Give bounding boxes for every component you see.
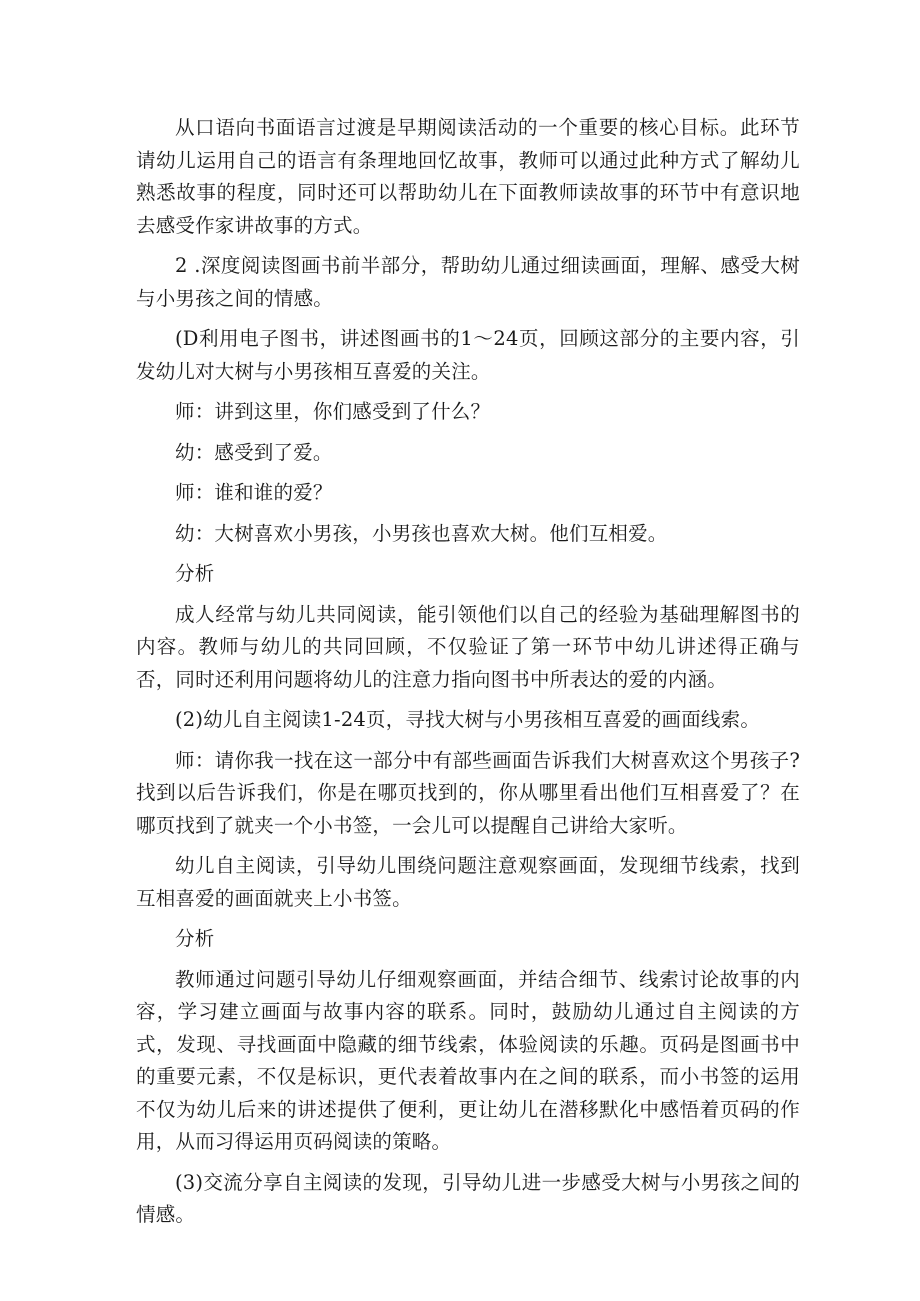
step-2-paragraph: (2)幼儿自主阅读1-24页，寻找大树与小男孩相互喜爱的画面线索。	[175, 708, 761, 731]
document-body	[136, 112, 800, 1240]
step-3-paragraph: (3)交流分享自主阅读的发现，引导幼儿进一步感受大树与小男孩之间的情感。	[136, 1170, 800, 1226]
dialogue-teacher-3: 师：请你我一找在这一部分中有部些画面告诉我们大树喜欢这个男孩子?找到以后告诉我们，你是在哪页找到的，你从哪里看出他们互相喜爱了？在哪页找到了就夹一个小书签，一会儿可以提醒自己讲给大家听。	[136, 748, 800, 837]
dialogue-child-1: 幼：感受到了爱。	[175, 440, 333, 464]
activity-paragraph: 幼儿自主阅读，引导幼儿围绕问题注意观察画面，发现细节线索，找到互相喜爱的画面就夹上小书签。	[136, 854, 800, 910]
analysis-label-1: 分析	[175, 562, 215, 585]
analysis-label-2: 分析	[175, 927, 215, 950]
section-heading-2: 2 .深度阅读图画书前半部分，帮助幼儿通过细读画面，理解、感受大树与小男孩之间的情感。	[136, 254, 800, 310]
dialogue-child-2: 幼：大树喜欢小男孩，小男孩也喜欢大树。他们互相爱。	[175, 521, 668, 545]
dialogue-teacher-1: 师：讲到这里，你们感受到了什么？	[175, 400, 491, 423]
analysis-paragraph-1: 成人经常与幼儿共同阅读，能引领他们以自己的经验为基础理解图书的内容。教师与幼儿的共同回顾，不仅验证了第一环节中幼儿讲述得正确与否，同时还利用问题将幼儿的注意力指向图书中所表达的爱的内涵。	[136, 602, 800, 691]
step-1-paragraph: (D利用电子图书，讲述图画书的1～24页，回顾这部分的主要内容，引发幼儿对大树与小男孩相互喜爱的关注。	[136, 327, 800, 383]
analysis-paragraph-2: 教师通过问题引导幼儿仔细观察画面，并结合细节、线索讨论故事的内容，学习建立画面与故事内容的联系。同时，鼓励幼儿通过自主阅读的方式，发现、寻找画面中隐藏的细节线索，体验阅读的乐趣。页码是图画书中的重要元素，不仅是标识，更代表着故事内在之间的联系，而小书签的运用不仅为幼儿后来的讲述提供了便利，更让幼儿在潜移默化中感悟着页码的作用，从而习得运用页码阅读的策略。	[136, 967, 800, 1153]
dialogue-teacher-2: 师：谁和谁的爱？	[175, 481, 333, 504]
paragraph-oral-to-written: 从口语向书面语言过渡是早期阅读活动的一个重要的核心目标。此环节请幼儿运用自己的语言有条理地回忆故事，教师可以通过此种方式了解幼儿熟悉故事的程度，同时还可以帮助幼儿在下面教师读故事的环节中有意识地去感受作家讲故事的方式。	[136, 116, 800, 237]
